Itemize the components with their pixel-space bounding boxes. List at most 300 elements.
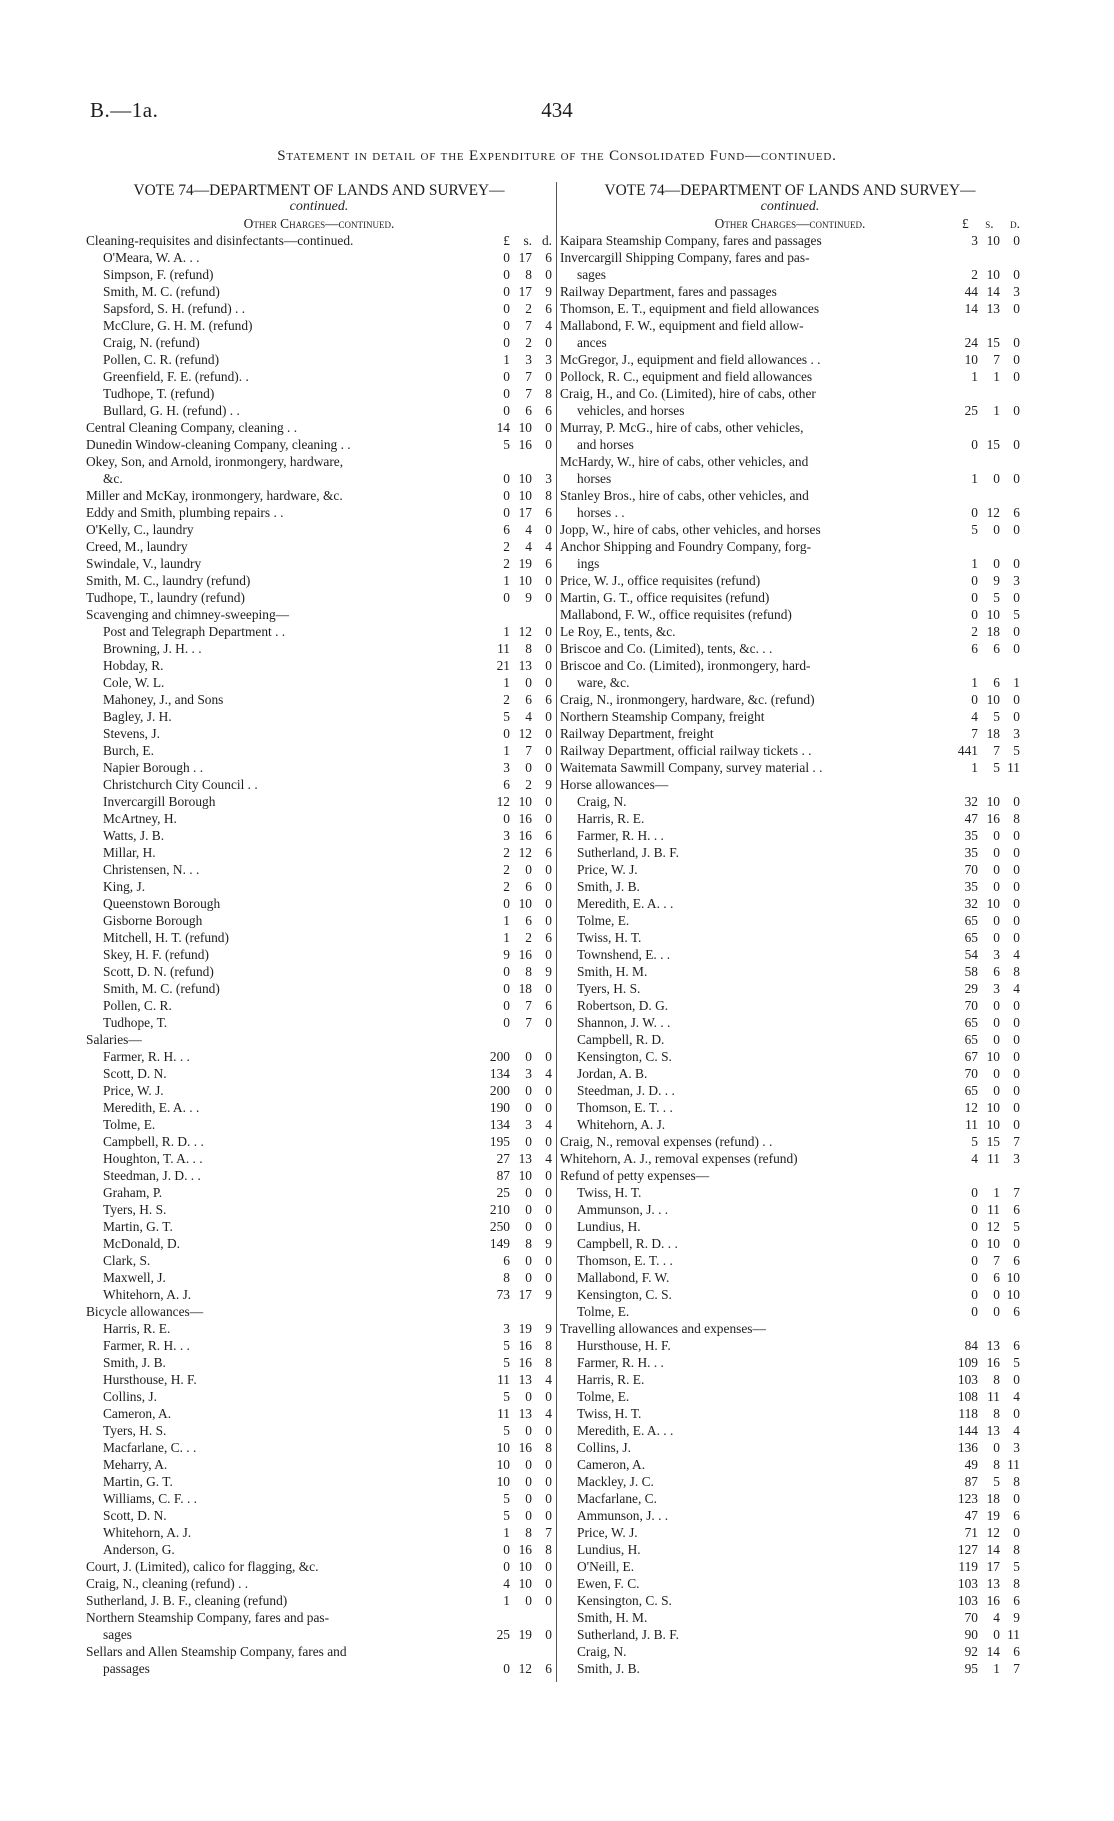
amount-pounds: 0 [503,369,510,384]
entry-row [86,759,552,776]
amount-shillings: 10 [986,1049,1000,1064]
amount-pence: 0 [1013,1083,1020,1098]
amount-pounds: 0 [971,573,978,588]
entry-row [86,1371,552,1388]
entry-row [560,963,1020,980]
amount-pence: 0 [1013,335,1020,350]
entry-amount [954,1099,1020,1116]
entry-row [560,997,1020,1014]
amount-pounds: 123 [957,1491,978,1506]
entry-amount [486,1116,552,1133]
entry-description: Bullard, G. H. (refund) . . [103,403,240,418]
amount-pence: 0 [1013,1525,1020,1540]
entry-amount [486,1252,552,1269]
entry-description: Craig, H., and Co. (Limited), hire of cabs, other [560,386,816,401]
entry-amount [954,232,1020,249]
entry-description: O'Meara, W. A. . . [103,250,200,265]
entry-row [560,725,1020,742]
currency-header [962,215,1020,232]
amount-shillings: 0 [993,930,1000,945]
amount-pence: 9 [545,1321,552,1336]
entry-row [560,1558,1020,1575]
entry-amount [486,317,552,334]
amount-pence: 0 [1013,590,1020,605]
entry-description: &c. [103,471,123,486]
entry-amount [486,1643,552,1660]
amount-pounds: 103 [957,1593,978,1608]
entry-description: Meredith, E. A. . . [577,896,674,911]
entry-description: Pollen, C. R. (refund) [103,352,220,367]
entry-amount [954,1337,1020,1354]
amount-pence: 0 [545,335,552,350]
entry-amount [954,1473,1020,1490]
entry-amount [486,623,552,640]
amount-shillings: 4 [525,709,532,724]
entry-description: Martin, G. T. [103,1219,173,1234]
section-heading [560,215,1020,232]
entry-amount [486,436,552,453]
amount-pounds: 7 [971,726,978,741]
amount-shillings: 10 [518,420,532,435]
entry-amount [486,1286,552,1303]
amount-pence: 0 [545,675,552,690]
amount-shillings: 7 [525,369,532,384]
entry-description: Okey, Son, and Arnold, ironmongery, hardware, [86,454,344,469]
amount-shillings: 0 [525,1185,532,1200]
entry-amount [486,232,552,249]
amount-pence: 0 [1013,437,1020,452]
amount-pounds: 190 [489,1100,510,1115]
entry-row [560,572,1020,589]
entry-amount [954,1048,1020,1065]
entry-description: and horses [577,437,634,452]
amount-pounds: 14 [964,301,978,316]
amount-pounds: 47 [964,811,978,826]
entry-description: Browning, J. H. . . [103,641,202,656]
entry-description: Graham, P. [103,1185,163,1200]
entry-row [86,1626,552,1643]
entry-description: Sutherland, J. B. F. [577,845,679,860]
entry-description: Court, J. (Limited), calico for flagging, &c. [86,1559,319,1574]
amount-pounds: 0 [971,1253,978,1268]
entry-amount [486,793,552,810]
amount-pounds: 0 [503,301,510,316]
entry-description: Price, W. J., office requisites (refund) [560,573,761,588]
amount-shillings: 18 [986,624,1000,639]
amount-pence: 0 [1013,828,1020,843]
amount-pounds: 0 [503,1559,510,1574]
amount-shillings: 15 [986,335,1000,350]
amount-pounds: 0 [503,896,510,911]
entry-description: Queenstown Borough [103,896,221,911]
amount-shillings: 15 [986,1134,1000,1149]
entry-amount [486,538,552,555]
entry-description: Jordan, A. B. [577,1066,648,1081]
entry-row [560,1320,1020,1337]
amount-pence: 9 [545,964,552,979]
amount-pence: 0 [1013,624,1020,639]
entry-description: Campbell, R. D. . . [577,1236,678,1251]
amount-pence: 0 [545,811,552,826]
amount-pounds: 2 [971,624,978,639]
amount-pence: 0 [1013,1100,1020,1115]
entry-amount [954,623,1020,640]
amount-pence: 4 [1013,1389,1020,1404]
amount-shillings: 3 [993,981,1000,996]
amount-pence: 8 [545,488,552,503]
entry-amount [954,1201,1020,1218]
amount-pounds: 3 [503,828,510,843]
amount-shillings: 0 [993,1032,1000,1047]
amount-pounds: 29 [964,981,978,996]
amount-pence: 0 [545,522,552,537]
amount-pounds: 441 [957,743,978,758]
entry-row [560,946,1020,963]
entry-description: Napier Borough . . [103,760,204,775]
amount-shillings: 19 [518,1627,532,1642]
entry-amount [486,929,552,946]
entry-row [560,436,1020,453]
amount-shillings: 15 [986,437,1000,452]
amount-pounds: 119 [958,1559,978,1574]
entry-description: Lundius, H. [577,1542,641,1557]
entry-amount [954,708,1020,725]
entry-description: Burch, E. [103,743,154,758]
amount-pence: 6 [1013,1202,1020,1217]
entry-description: Christensen, N. . . [103,862,200,877]
amount-shillings: 7 [525,318,532,333]
amount-pounds: 11 [497,1406,510,1421]
amount-pence: 9 [545,284,552,299]
entry-description: Thomson, E. T. . . [577,1253,673,1268]
entry-row [86,1575,552,1592]
amount-shillings: 1 [993,1661,1000,1676]
entry-amount [486,725,552,742]
entry-row [86,810,552,827]
amount-shillings: 0 [993,1440,1000,1455]
amount-shillings: 0 [525,1134,532,1149]
amount-shillings: 16 [518,437,532,452]
amount-pence: 7 [545,1525,552,1540]
entry-description: Railway Department, official railway tickets . . [560,743,812,758]
amount-pence: 0 [545,760,552,775]
amount-pounds: 10 [496,1474,510,1489]
vote-heading: VOTE 74—DEPARTMENT OF LANDS AND SURVEY— [133,182,505,199]
entry-row [86,1507,552,1524]
entry-amount [486,572,552,589]
entry-amount [954,470,1020,487]
amount-pounds: 58 [964,964,978,979]
pence-header: d. [1010,216,1020,231]
amount-pence: 0 [545,794,552,809]
entry-row [86,1303,552,1320]
entry-row [86,1235,552,1252]
amount-shillings: 10 [518,1559,532,1574]
entry-description: horses [577,471,612,486]
entry-row [560,317,1020,334]
amount-pounds: 2 [503,845,510,860]
amount-shillings: 0 [525,1049,532,1064]
entry-row [86,402,552,419]
amount-pounds: 5 [503,1423,510,1438]
entry-row [86,538,552,555]
amount-pounds: 84 [964,1338,978,1353]
amount-pounds: 5 [503,1355,510,1370]
entry-description: Collins, J. [577,1440,631,1455]
amount-pence: 0 [545,1576,552,1591]
amount-shillings: 7 [993,1253,1000,1268]
entry-description: McArtney, H. [103,811,177,826]
amount-pence: 5 [1013,1559,1020,1574]
entry-amount [486,1609,552,1626]
amount-pounds: 14 [496,420,510,435]
entry-amount [954,1592,1020,1609]
amount-shillings: 16 [518,828,532,843]
entry-description: Eddy and Smith, plumbing repairs . . [86,505,284,520]
amount-shillings: 0 [993,1083,1000,1098]
entry-description: Sellars and Allen Steamship Company, fares and [86,1644,347,1659]
amount-pounds: 1 [503,930,510,945]
entry-amount [486,1184,552,1201]
amount-shillings: 0 [525,1593,532,1608]
entry-row [560,1218,1020,1235]
entry-description: Smith, J. B. [577,879,640,894]
entry-description: Harris, R. E. [103,1321,171,1336]
entry-row [560,1388,1020,1405]
amount-pence: 0 [545,726,552,741]
entry-amount [954,1184,1020,1201]
amount-pence: 4 [1013,947,1020,962]
entry-row [560,1575,1020,1592]
entry-amount [486,810,552,827]
entry-amount [954,368,1020,385]
entry-description: Hursthouse, H. F. [577,1338,671,1353]
amount-shillings: 16 [518,1355,532,1370]
entry-description: Twiss, H. T. [577,1185,642,1200]
amount-shillings: 14 [986,1542,1000,1557]
entry-description: Cameron, A. [577,1457,646,1472]
entry-amount [954,691,1020,708]
entry-amount [954,878,1020,895]
entry-description: Martin, G. T., office requisites (refund) [560,590,770,605]
amount-pence: 0 [1013,794,1020,809]
amount-pounds: 6 [503,777,510,792]
entry-amount [954,1371,1020,1388]
entry-row [86,1116,552,1133]
entry-row [86,895,552,912]
amount-pounds: 5 [503,437,510,452]
entry-amount [954,1490,1020,1507]
entry-row [560,402,1020,419]
entry-row [560,351,1020,368]
amount-pounds: 35 [964,845,978,860]
amount-pence: 6 [545,556,552,571]
entry-description: ances [577,335,607,350]
entry-amount [486,1201,552,1218]
amount-shillings: 13 [518,1151,532,1166]
entry-row [86,487,552,504]
amount-pence: 0 [545,573,552,588]
entry-row [560,1490,1020,1507]
entry-description: O'Neill, E. [577,1559,635,1574]
amount-shillings: 10 [986,1100,1000,1115]
section-heading [86,215,552,232]
amount-pounds: 92 [964,1644,978,1659]
entry-description: Sutherland, J. B. F. [577,1627,679,1642]
entry-row [560,1048,1020,1065]
amount-shillings: 1 [993,369,1000,384]
entry-amount [486,1660,552,1677]
entry-amount [954,1269,1020,1286]
amount-pence: 6 [545,692,552,707]
shilling-header: s. [985,216,994,231]
amount-pounds: 0 [503,267,510,282]
entry-description: Craig, N., removal expenses (refund) . . [560,1134,773,1149]
amount-pounds: 210 [489,1202,510,1217]
entry-row [560,1082,1020,1099]
entry-amount [486,266,552,283]
amount-pence: 6 [1013,505,1020,520]
entry-description: Campbell, R. D. . . [103,1134,204,1149]
entry-description: King, J. [103,879,146,894]
amount-pence: 10 [1006,1270,1020,1285]
entry-description: Hursthouse, H. F. [103,1372,197,1387]
entry-row [560,827,1020,844]
amount-pounds: 136 [957,1440,978,1455]
amount-pounds: 127 [957,1542,978,1557]
entry-row [560,1473,1020,1490]
entry-row [86,1048,552,1065]
entry-description: Cleaning-requisites and disinfectants—continued. [86,233,354,248]
amount-pence: 4 [545,1372,552,1387]
entry-amount [486,1473,552,1490]
amount-pounds: 118 [958,1406,978,1421]
entry-row [86,623,552,640]
entry-amount [486,895,552,912]
amount-pence: 0 [1013,522,1020,537]
amount-pounds: 65 [964,913,978,928]
entry-amount [954,283,1020,300]
amount-pence: 9 [545,1287,552,1302]
amount-pence: 0 [1013,879,1020,894]
amount-pence: 5 [1013,607,1020,622]
amount-pounds: 200 [489,1083,510,1098]
amount-pounds: 73 [496,1287,510,1302]
entry-description: Scott, D. N. [103,1508,167,1523]
amount-shillings: 6 [525,692,532,707]
entry-description: Macfarlane, C. . . [103,1440,197,1455]
entry-description: Twiss, H. T. [577,1406,642,1421]
entry-row [560,623,1020,640]
entry-amount [486,283,552,300]
entry-description: McGregor, J., equipment and field allowances . . [560,352,821,367]
entry-amount [486,1082,552,1099]
amount-pounds: 90 [964,1627,978,1642]
entry-amount [486,912,552,929]
entry-amount [486,1388,552,1405]
amount-pounds: 4 [971,1151,978,1166]
entry-description: Sapsford, S. H. (refund) . . [103,301,246,316]
amount-pence: 0 [545,1253,552,1268]
entry-row [86,1439,552,1456]
amount-pounds: 6 [971,641,978,656]
entry-amount [954,555,1020,572]
entry-amount [486,1626,552,1643]
amount-pounds: 108 [957,1389,978,1404]
amount-shillings: 12 [986,1219,1000,1234]
amount-pounds: 70 [964,1610,978,1625]
entry-amount [486,1167,552,1184]
entry-description: Refund of petty expenses— [560,1168,710,1183]
amount-shillings: 0 [993,1627,1000,1642]
entry-description: Northern Steamship Company, fares and pas- [86,1610,330,1625]
amount-pounds: 1 [971,471,978,486]
entry-description: Briscoe and Co. (Limited), ironmongery, hard- [560,658,811,673]
amount-pounds: 65 [964,1015,978,1030]
amount-shillings: 0 [993,1015,1000,1030]
entry-row [560,1167,1020,1184]
entry-amount [954,674,1020,691]
entry-amount [954,1167,1020,1184]
entry-row [86,504,552,521]
entry-description: Collins, J. [103,1389,157,1404]
entry-amount [486,1014,552,1031]
entry-description: Meredith, E. A. . . [103,1100,200,1115]
entry-amount [486,1422,552,1439]
entry-row [86,1524,552,1541]
amount-pence: 8 [545,1440,552,1455]
entry-row [86,1456,552,1473]
entry-amount [954,1235,1020,1252]
amount-shillings: 3 [525,1117,532,1132]
amount-shillings: 17 [518,1287,532,1302]
entry-row [560,912,1020,929]
entry-row [86,453,552,470]
amount-shillings: 2 [525,777,532,792]
vote-heading: VOTE 74—DEPARTMENT OF LANDS AND SURVEY— [604,182,976,199]
amount-pence: 5 [1013,743,1020,758]
entry-amount [486,1354,552,1371]
amount-pounds: 0 [971,437,978,452]
expenditure-list [560,232,1020,1677]
amount-shillings: 8 [525,267,532,282]
entry-description: Greenfield, F. E. (refund). . [103,369,249,384]
entry-amount [954,1133,1020,1150]
amount-shillings: 7 [993,743,1000,758]
amount-shillings: 12 [518,624,532,639]
entry-description: Bagley, J. H. [103,709,172,724]
entry-row [86,946,552,963]
amount-pounds: 0 [503,318,510,333]
amount-pounds: 1 [971,369,978,384]
entry-row [86,351,552,368]
entry-amount [486,827,552,844]
entry-description: Jopp, W., hire of cabs, other vehicles, and horses [560,522,821,537]
amount-shillings: 12 [518,845,532,860]
amount-pounds: 9 [503,947,510,962]
entry-row [560,674,1020,691]
amount-shillings: 0 [525,1491,532,1506]
entry-description: sages [577,267,607,282]
entry-description: Scott, D. N. [103,1066,167,1081]
amount-pence: 3 [1013,1151,1020,1166]
entry-amount [486,657,552,674]
entry-amount [954,1422,1020,1439]
amount-pounds: 0 [971,1219,978,1234]
amount-pence: 0 [1013,1049,1020,1064]
entry-row [86,844,552,861]
entry-amount [486,1269,552,1286]
